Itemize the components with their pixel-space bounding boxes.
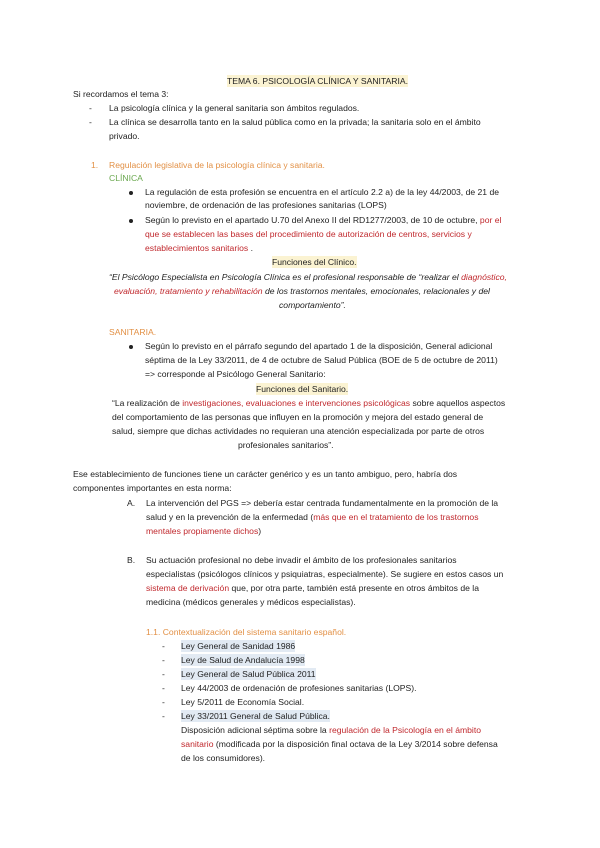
bullet-icon xyxy=(129,345,133,349)
intro-item: La psicología clínica y la general sanitaria son ámbitos regulados. xyxy=(109,103,360,113)
dash-marker: - xyxy=(162,655,165,665)
clinica-bullet-2-end: . xyxy=(250,243,253,253)
item-b-line1: Su actuación profesional no debe invadir el ámbito de los profesionales sanitarios xyxy=(146,555,457,565)
bullet-icon xyxy=(129,191,133,195)
quote-clinico-highlight: diagnóstico, xyxy=(461,272,507,282)
clinica-bullet-2-text: Según lo previsto en el apartado U.70 del Anexo II del RD1277/2003, de 10 de octubre, xyxy=(145,215,478,225)
law-note-text: Disposición adicional séptima sobre la xyxy=(181,725,327,735)
item-a-text: salud y en la prevención de la enfermedad ( xyxy=(146,512,314,522)
quote-sanitario-text: “La realización de xyxy=(112,398,180,408)
quote-sanitario-line3: salud, siempre que dichas actividades no requieran una atención especializada por parte de otros xyxy=(112,426,485,436)
law-item: Ley 44/2003 de ordenación de profesiones sanitarias (LOPS). xyxy=(181,683,417,693)
clinica-bullet-1-cont: noviembre, de ordenación de las profesiones sanitarias (LOPS) xyxy=(145,200,387,210)
law-note-line1 xyxy=(181,724,481,736)
funciones-sanitario-heading: Funciones del Sanitario. xyxy=(256,384,349,394)
dash-marker: - xyxy=(89,117,92,127)
intro-item-continued: privado. xyxy=(109,131,140,141)
quote-clinico-highlight2: evaluación, tratamiento y rehabilitación xyxy=(114,286,263,296)
bullet-icon xyxy=(129,219,133,223)
item-b-line2: especialistas (psicólogos clínicos y psiquiatras, especialmente). Se sugiere en estos casos un xyxy=(146,569,504,579)
section-heading: Regulación legislativa de la psicología clínica y sanitaria. xyxy=(109,160,325,170)
item-b-line4: medicina (médicos generales y médicos especialistas). xyxy=(146,597,356,607)
clinica-bullet-2-cont: que se establecen las bases del procedimiento de autorización de centros, servicios y xyxy=(145,229,472,239)
dash-marker: - xyxy=(162,669,165,679)
dash-marker: - xyxy=(162,697,165,707)
quote-sanitario-text2: sobre aquellos aspectos xyxy=(412,398,506,408)
quote-sanitario-highlight: investigaciones, evaluaciones e intervenciones psicológicas xyxy=(182,398,411,408)
paragraph-line1: Ese establecimiento de funciones tiene un carácter genérico y es un tanto ambiguo, pero, habría dos xyxy=(73,469,458,479)
clinica-bullet-2-cont2 xyxy=(145,242,253,254)
clinica-bullet-2-highlight: por el xyxy=(479,215,502,225)
quote-clinico-text: “El Psicólogo Especialista en Psicología Clínica es el profesional responsable de “realizar el xyxy=(109,272,459,282)
clinica-label: CLÍNICA xyxy=(109,173,143,183)
quote-clinico-line1 xyxy=(109,271,507,283)
item-b-line3 xyxy=(146,582,479,594)
clinica-bullet-1: La regulación de esta profesión se encuentra en el artículo 2.2 a) de la ley 44/2003, de 21 de xyxy=(145,187,500,197)
sanitaria-bullet-1-cont: séptima de la Ley 33/2011, de 4 de octubre de Salud Pública (BOE de 5 de octubre de 2011) xyxy=(145,355,498,365)
law-item: Ley de Salud de Andalucía 1998 xyxy=(181,655,305,665)
item-b-text: que, por otra parte, también está presente en otros ámbitos de la xyxy=(231,583,479,593)
law-note-highlight: regulación de la Psicología en el ámbito xyxy=(329,725,482,735)
quote-sanitario-line4: profesionales sanitarios”. xyxy=(238,440,334,450)
law-item: Ley General de Sanidad 1986 xyxy=(181,641,296,651)
clinica-bullet-2-highlight2: establecimientos sanitarios xyxy=(145,243,249,253)
item-a-line1: La intervención del PGS => debería estar centrada fundamentalmente en la promoción de la xyxy=(146,498,499,508)
law-note-text2: (modificada por la disposición final octava de la Ley 3/2014 sobre defensa xyxy=(215,739,498,749)
item-a-line2 xyxy=(146,511,479,523)
item-a-letter: A. xyxy=(127,498,136,508)
dash-marker: - xyxy=(162,641,165,651)
dash-marker: - xyxy=(162,683,165,693)
section-number: 1. xyxy=(91,160,99,170)
item-a-highlight: más que en el tratamiento de los trastornos xyxy=(313,512,479,522)
item-a-end: ) xyxy=(258,526,262,536)
law-item: Ley 5/2011 de Economía Social. xyxy=(181,697,305,707)
quote-sanitario-line1 xyxy=(112,397,505,409)
item-a-highlight2: mentales propiamente dichos xyxy=(146,526,259,536)
law-item: Ley 33/2011 General de Salud Pública. xyxy=(181,711,330,721)
item-b-letter: B. xyxy=(127,555,136,565)
dash-marker: - xyxy=(89,103,92,113)
sanitaria-bullet-1: Según lo previsto en el párrafo segundo del apartado 1 de la disposición, General adicional xyxy=(145,341,493,351)
quote-clinico-text2: de los trastornos mentales, emocionales, relacionales y del xyxy=(264,286,490,296)
intro-item: La clínica se desarrolla tanto en la salud pública como en la privada; la sanitaria solo en el ámbito xyxy=(109,117,481,127)
law-note-line3: de los consumidores). xyxy=(181,753,266,763)
paragraph-line2: componentes importantes en esta norma: xyxy=(73,483,232,493)
item-a-line3 xyxy=(146,525,261,537)
quote-clinico-line3: comportamiento”. xyxy=(279,300,346,310)
page-title: TEMA 6. PSICOLOGÍA CLÍNICA Y SANITARIA. xyxy=(227,76,409,86)
law-note-highlight2: sanitario xyxy=(181,739,214,749)
item-b-highlight: sistema de derivación xyxy=(146,583,230,593)
law-item: Ley General de Salud Pública 2011 xyxy=(181,669,316,679)
clinica-bullet-2 xyxy=(145,214,501,226)
funciones-clinico-heading: Funciones del Clínico. xyxy=(272,257,357,267)
quote-sanitario-line2: del comportamiento de las personas que influyen en la promoción y mejora del estado general de xyxy=(112,412,484,422)
quote-clinico-line2 xyxy=(114,285,490,297)
dash-marker: - xyxy=(162,711,165,721)
intro-lead: Si recordamos el tema 3: xyxy=(73,89,169,99)
law-note-line2 xyxy=(181,738,498,750)
sanitaria-bullet-1-cont2: => corresponde al Psicólogo General Sanitario: xyxy=(145,369,326,379)
sanitaria-label: SANITARIA. xyxy=(109,327,157,337)
subsection-heading: 1.1. Contextualización del sistema sanitario español. xyxy=(146,627,347,637)
